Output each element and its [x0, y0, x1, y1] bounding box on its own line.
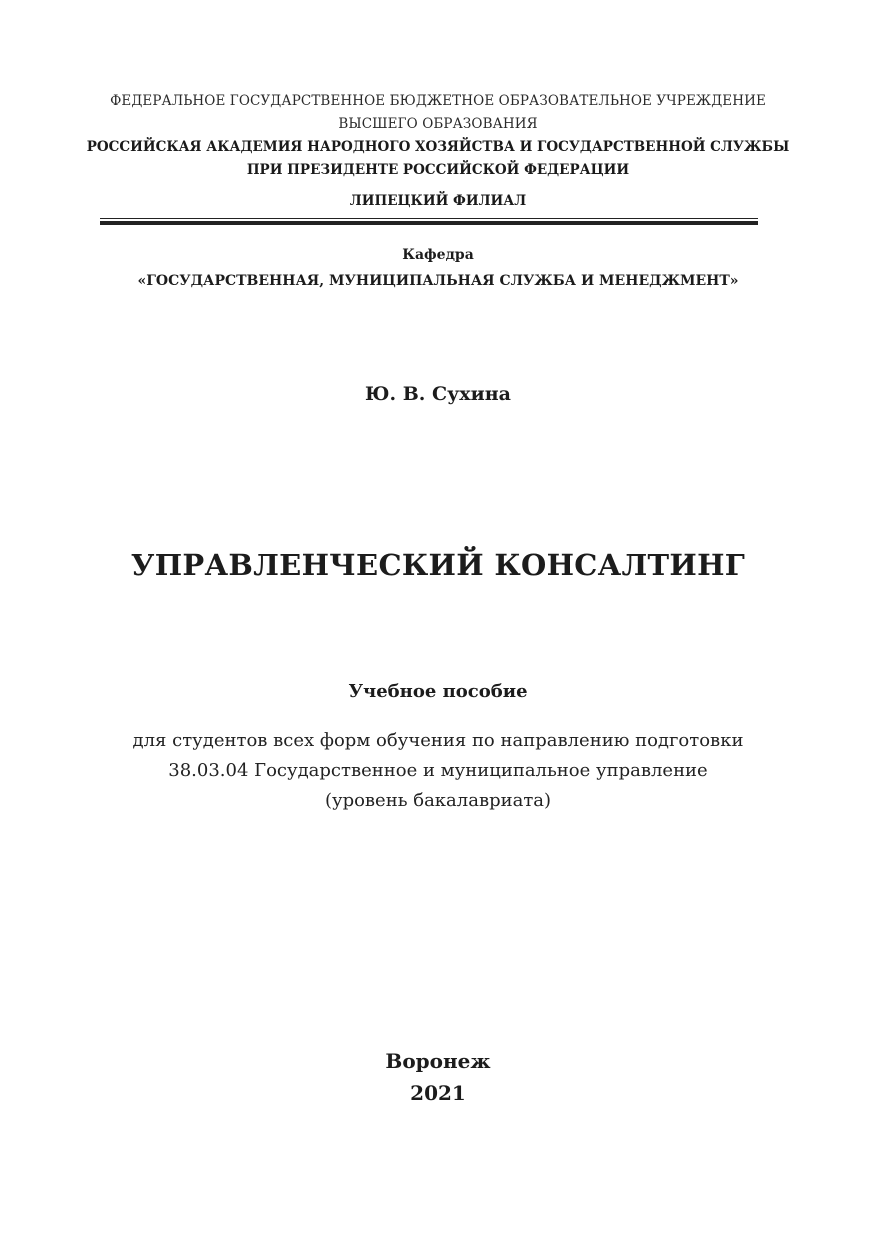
book-title: УПРАВЛЕНЧЕСКИЙ КОНСАЛТИНГ	[130, 548, 746, 582]
book-subtitle: Учебное пособие	[348, 681, 528, 702]
branch-name: ЛИПЕЦКИЙ ФИЛИАЛ	[349, 193, 527, 209]
description-line-1: для студентов всех форм обучения по направлению подготовки	[132, 730, 744, 751]
header-divider-thin	[100, 218, 758, 219]
department-label: Кафедра	[402, 247, 474, 263]
department-name: «ГОСУДАРСТВЕННАЯ, МУНИЦИПАЛЬНАЯ СЛУЖБА И МЕНЕДЖМЕНТ»	[137, 273, 739, 289]
description-line-2: 38.03.04 Государственное и муниципальное управление	[168, 760, 708, 781]
institution-line-2: ВЫСШЕГО ОБРАЗОВАНИЯ	[338, 116, 538, 132]
institution-line-1: ФЕДЕРАЛЬНОЕ ГОСУДАРСТВЕННОЕ БЮДЖЕТНОЕ ОБРАЗОВАТЕЛЬНОЕ УЧРЕЖДЕНИЕ	[110, 93, 766, 109]
publication-city: Воронеж	[385, 1049, 491, 1073]
publication-year: 2021	[410, 1081, 466, 1105]
academy-name-line-2: ПРИ ПРЕЗИДЕНТЕ РОССИЙСКОЙ ФЕДЕРАЦИИ	[246, 162, 630, 178]
description-line-3: (уровень бакалавриата)	[324, 790, 552, 811]
header-divider-thick	[100, 221, 758, 225]
academy-name-line-1: РОССИЙСКАЯ АКАДЕМИЯ НАРОДНОГО ХОЗЯЙСТВА И ГОСУДАРСТВЕННОЙ СЛУЖБЫ	[86, 139, 790, 155]
author-name: Ю. В. Сухина	[365, 383, 511, 405]
